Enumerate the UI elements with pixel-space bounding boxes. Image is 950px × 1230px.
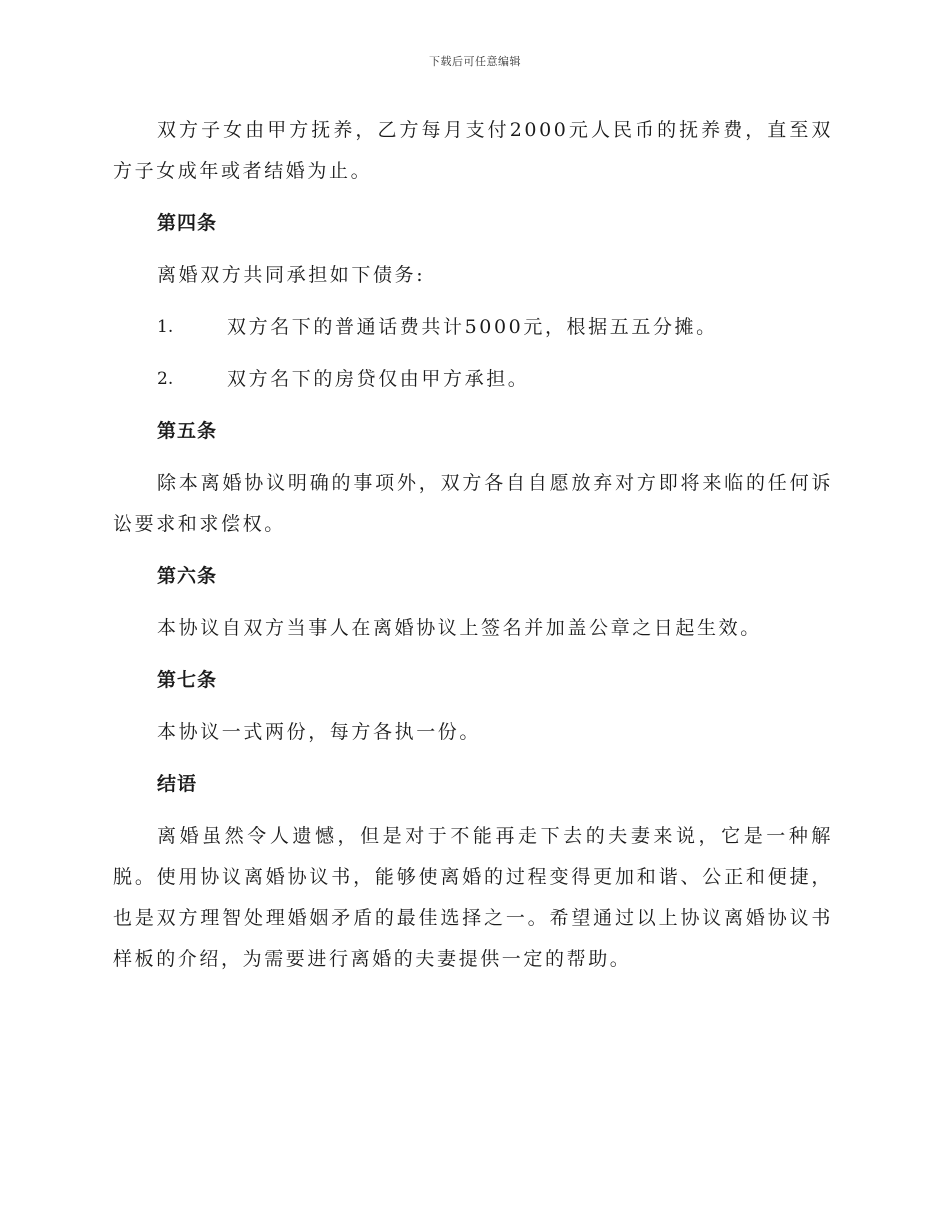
heading-article-6: 第六条 [157, 565, 218, 587]
heading-conclusion: 结语 [157, 773, 198, 795]
paragraph-copies: 本协议一式两份，每方各执一份。 [157, 721, 482, 743]
header-note: 下载后可任意编辑 [429, 55, 521, 68]
list-item [113, 307, 833, 348]
paragraph-child-support: 双方子女由甲方抚养，乙方每月支付2000元人民币的抚养费，直至双方子女成年或者结婚为止。 [113, 119, 833, 182]
document-body [113, 110, 833, 980]
list-item-number: 2. [157, 369, 174, 389]
paragraph-conclusion: 离婚虽然令人遗憾，但是对于不能再走下去的夫妻来说，它是一种解脱。使用协议离婚协议书，能够使离婚的过程变得更加和谐、公正和便捷，也是双方理智处理婚姻矛盾的最佳选择之一。希望通过以上协议离婚协议书样板的介绍，为需要进行离婚的夫妻提供一定的帮助。 [113, 825, 833, 970]
heading-article-5: 第五条 [157, 420, 218, 442]
list-item-text: 双方名下的普通话费共计5000元，根据五五分摊。 [227, 316, 718, 338]
heading-article-4: 第四条 [157, 212, 218, 234]
list-item-text: 双方名下的房贷仅由甲方承担。 [227, 368, 530, 390]
list-item [113, 359, 833, 400]
paragraph-waiver: 除本离婚协议明确的事项外，双方各自自愿放弃对方即将来临的任何诉讼要求和求偿权。 [113, 472, 833, 535]
paragraph-debts-intro: 离婚双方共同承担如下债务: [157, 264, 426, 286]
heading-article-7: 第七条 [157, 669, 218, 691]
paragraph-effective: 本协议自双方当事人在离婚协议上签名并加盖公章之日起生效。 [157, 617, 762, 639]
list-item-number: 1. [157, 317, 174, 337]
